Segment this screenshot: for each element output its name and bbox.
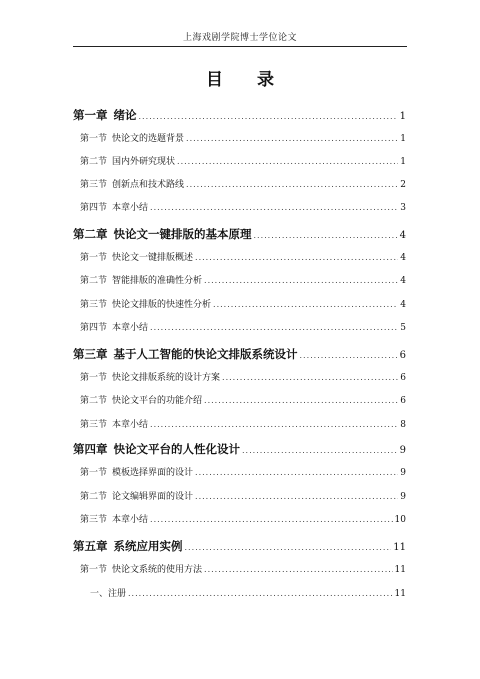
toc-entry-subsection[interactable] [90, 587, 406, 600]
toc-entry-title: 快论文一键排版概述 [112, 253, 194, 263]
toc-entry-section[interactable] [80, 371, 406, 384]
toc-entry-page-number: 10 [394, 515, 406, 525]
toc-title: 目 录 [206, 70, 288, 90]
toc-entry-section[interactable] [80, 321, 406, 334]
toc-entry-label [80, 564, 202, 577]
dot-leader [150, 418, 398, 431]
toc-entry-page-number: 11 [394, 565, 406, 575]
toc-entry-page-number: 4 [400, 276, 406, 286]
toc-entry-page-number: 6 [400, 373, 406, 383]
dot-leader [204, 274, 398, 287]
toc-entry-title: 本章小结 [112, 420, 149, 430]
dot-leader [186, 132, 398, 145]
toc-entry-page-number: 2 [400, 180, 406, 190]
toc-entry-number: 第一节 [80, 134, 108, 144]
toc-entry-page-number: 9 [400, 492, 406, 502]
toc-entry-page-number: 6 [400, 396, 406, 406]
dot-leader [195, 466, 398, 479]
toc-entry-label [80, 322, 148, 335]
toc-entry-title: 模板选择界面的设计 [112, 468, 194, 478]
toc-entry-label [80, 419, 148, 432]
toc-entry-section[interactable] [80, 298, 406, 311]
toc-entry-page-number: 1 [400, 134, 406, 144]
toc-entry-number: 第一节 [80, 373, 108, 383]
toc-entry-section[interactable] [80, 201, 406, 214]
toc-entry-section[interactable] [80, 155, 406, 168]
toc-entry-label [80, 156, 175, 169]
toc-entry-title: 快论文一键排版的基本原理 [113, 227, 252, 241]
toc-entry-section[interactable] [80, 513, 406, 526]
toc-entry-section[interactable] [80, 274, 406, 287]
toc-entry-chapter[interactable] [73, 441, 406, 457]
toc-entry-page-number: 9 [399, 445, 406, 456]
toc-entry-title: 一、注册 [90, 589, 127, 599]
dot-leader [254, 228, 398, 244]
dot-leader [150, 513, 393, 526]
toc-entry-section[interactable] [80, 132, 406, 145]
toc-entry-title: 快论文排版的快速性分析 [112, 300, 212, 310]
toc-entry-section[interactable] [80, 394, 406, 407]
toc-entry-title: 基于人工智能的快论文排版系统设计 [113, 347, 298, 361]
dot-leader [128, 587, 393, 600]
toc-entry-title: 绪论 [113, 108, 137, 122]
toc-entry-page-number: 5 [400, 323, 406, 333]
toc-entry-number: 第三节 [80, 300, 108, 310]
dot-leader [242, 443, 398, 459]
toc-entry-title: 本章小结 [112, 515, 149, 525]
toc-entry-chapter[interactable] [73, 226, 406, 242]
toc-entry-page-number: 4 [399, 230, 406, 241]
toc-entry-number: 第二节 [80, 396, 108, 406]
toc-entry-title: 快论文系统的使用方法 [112, 565, 203, 575]
running-head: 上海戏剧学院博士学位论文 [182, 33, 297, 43]
toc-entry-page-number: 8 [400, 420, 406, 430]
dot-leader [177, 155, 398, 168]
dot-leader [185, 540, 392, 556]
toc-entry-title: 快论文平台的人性化设计 [113, 442, 240, 456]
toc-entry-page-number: 4 [400, 300, 406, 310]
toc-entry-page-number: 1 [400, 157, 406, 167]
dot-leader [186, 178, 398, 191]
dot-leader [150, 321, 398, 334]
toc-entry-number: 第三节 [80, 515, 108, 525]
toc-entry-label [90, 588, 126, 601]
dot-leader [150, 201, 398, 214]
toc-entry-chapter[interactable] [73, 346, 406, 362]
toc-entry-title: 快论文平台的功能介绍 [112, 396, 203, 406]
toc-entry-page-number: 9 [400, 468, 406, 478]
toc-entry-title: 国内外研究现状 [112, 157, 176, 167]
toc-entry-number: 第四节 [80, 323, 108, 333]
toc-entry-number: 第一节 [80, 565, 108, 575]
toc-entry-label [73, 107, 137, 123]
toc-entry-title: 系统应用实例 [113, 539, 183, 553]
toc-entry-label [80, 133, 184, 146]
toc-entry-title: 快论文的选题背景 [112, 134, 185, 144]
toc-entry-label [73, 441, 240, 457]
toc-entry-number: 第二节 [80, 157, 108, 167]
toc-entry-page-number: 3 [400, 203, 406, 213]
toc-entry-page-number: 6 [399, 350, 406, 361]
toc-entry-section[interactable] [80, 466, 406, 479]
dot-leader [195, 251, 398, 264]
toc-entry-chapter[interactable] [73, 107, 406, 123]
toc-entry-number: 第二章 [73, 227, 108, 241]
dot-leader [213, 298, 398, 311]
toc-entry-page-number: 11 [394, 589, 406, 599]
dot-leader [204, 563, 393, 576]
toc-entry-label [73, 226, 252, 242]
toc-entry-section[interactable] [80, 178, 406, 191]
toc-entry-number: 第一节 [80, 468, 108, 478]
toc-entry-label [80, 395, 202, 408]
toc-entry-title: 智能排版的准确性分析 [112, 276, 203, 286]
toc-entry-section[interactable] [80, 251, 406, 264]
toc-entry-label [80, 467, 193, 480]
toc-entry-label [80, 275, 202, 288]
toc-entry-number: 第二节 [80, 492, 108, 502]
toc-entry-title: 本章小结 [112, 323, 149, 333]
toc-entry-label [80, 372, 220, 385]
toc-entry-number: 第二节 [80, 276, 108, 286]
toc-entry-title: 论文编辑界面的设计 [112, 492, 194, 502]
toc-entry-label [80, 202, 148, 215]
toc-entry-number: 第三节 [80, 180, 108, 190]
toc-entry-section[interactable] [80, 418, 406, 431]
toc-entry-number: 第四节 [80, 203, 108, 213]
toc-entry-label [73, 538, 183, 554]
toc-entry-page-number: 11 [393, 542, 406, 553]
toc-entry-label [80, 252, 193, 265]
dot-leader [300, 348, 398, 364]
dot-leader [139, 109, 398, 125]
toc-entry-number: 第一节 [80, 253, 108, 263]
toc-entry-section[interactable] [80, 563, 406, 576]
toc-entry-chapter[interactable] [73, 538, 406, 554]
toc-entry-label [80, 179, 184, 192]
toc-entry-label [73, 346, 298, 362]
toc-entry-number: 第五章 [73, 539, 108, 553]
dot-leader [222, 371, 398, 384]
toc-entry-page-number: 1 [399, 111, 406, 122]
toc-entry-page-number: 4 [400, 253, 406, 263]
toc-entry-label [80, 491, 193, 504]
toc-entry-number: 第三章 [73, 347, 108, 361]
toc-entry-section[interactable] [80, 490, 406, 503]
toc-entry-title: 快论文排版系统的设计方案 [112, 373, 221, 383]
toc-entry-title: 本章小结 [112, 203, 149, 213]
toc-entry-label [80, 514, 148, 527]
toc-entry-title: 创新点和技术路线 [112, 180, 185, 190]
dot-leader [204, 394, 398, 407]
toc-entry-label [80, 299, 211, 312]
toc-entry-number: 第三节 [80, 420, 108, 430]
toc-entry-number: 第一章 [73, 108, 108, 122]
toc-entry-number: 第四章 [73, 442, 108, 456]
dot-leader [195, 490, 398, 503]
